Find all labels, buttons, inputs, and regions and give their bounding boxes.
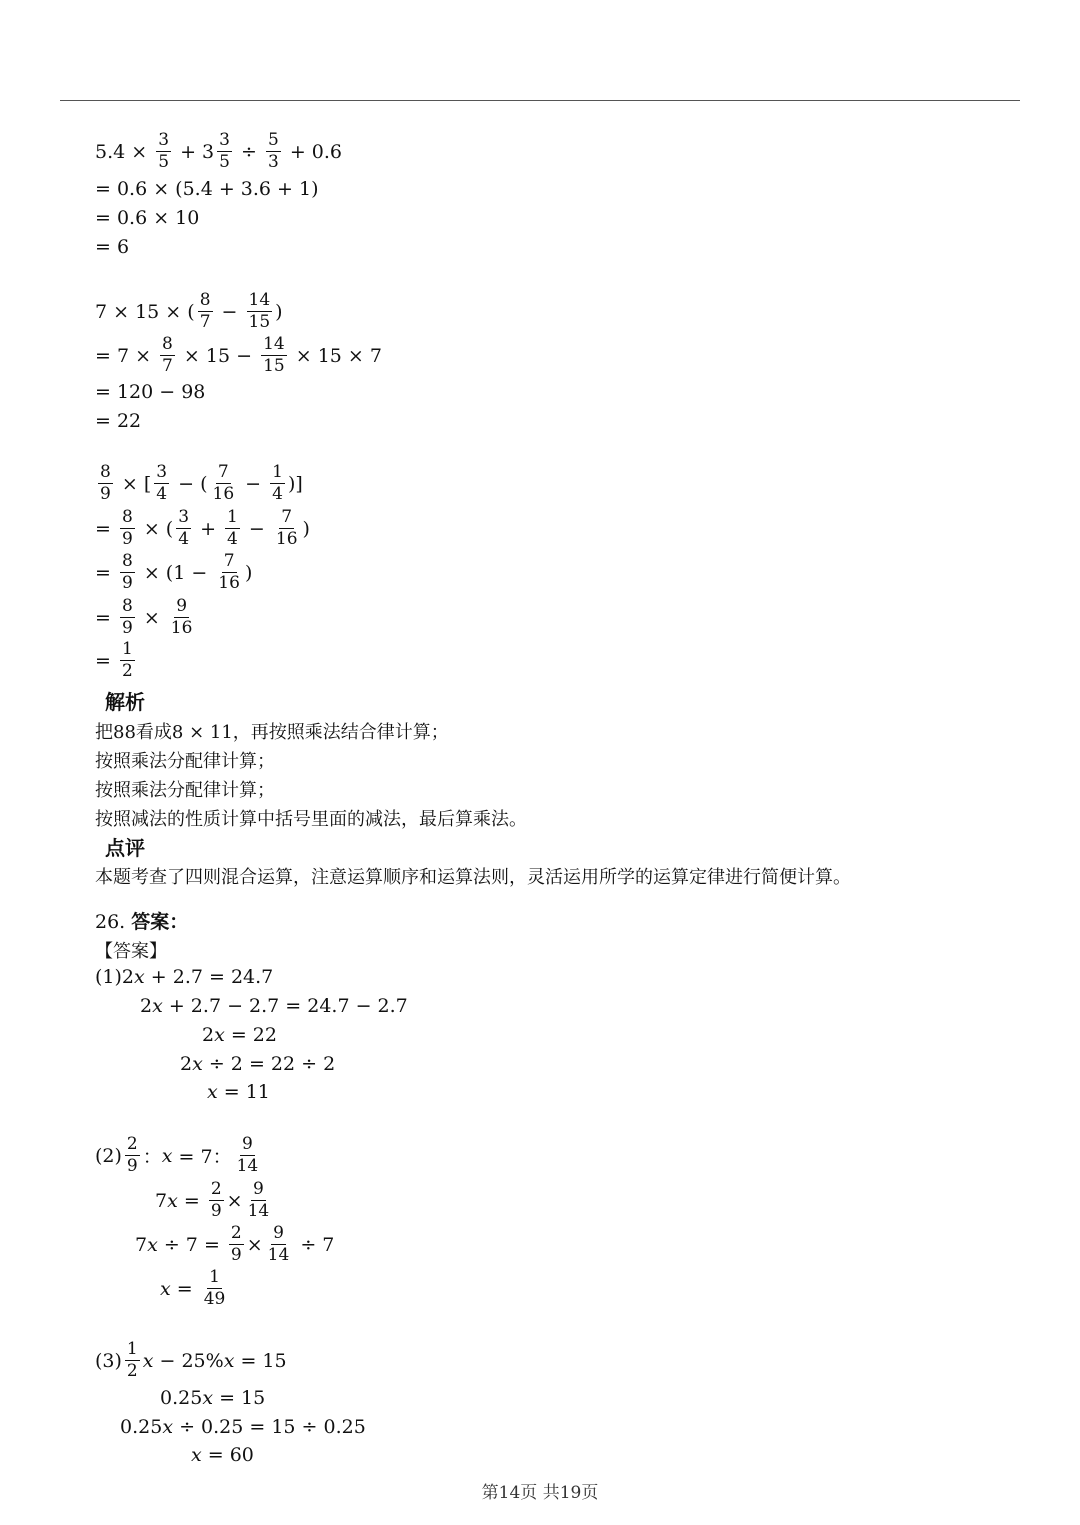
calc1-line1 bbox=[95, 132, 342, 171]
var-x: x bbox=[147, 1233, 158, 1256]
calc2-line3: = 120 − 98 bbox=[95, 381, 206, 403]
eq3-line3 bbox=[120, 1416, 366, 1438]
text: × bbox=[226, 1189, 243, 1212]
fraction: $\frac{3}{5}$ bbox=[219, 130, 230, 172]
fraction: $\frac{1}{4}$ bbox=[227, 507, 238, 549]
text: ) bbox=[275, 300, 283, 323]
fraction: $\frac{3}{4}$ bbox=[156, 462, 168, 504]
text: ÷ bbox=[234, 140, 263, 163]
text: = 7： bbox=[172, 1146, 232, 1168]
review-heading: 点评 bbox=[105, 836, 145, 860]
text: 0.25 bbox=[160, 1387, 203, 1409]
calc1-line2: = 0.6 × (5.4 + 3.6 + 1) bbox=[95, 178, 319, 200]
eq2-line2 bbox=[155, 1181, 274, 1220]
fraction: $\frac{5}{3}$ bbox=[267, 130, 279, 172]
text: ) bbox=[302, 517, 310, 540]
question-number bbox=[95, 907, 188, 934]
fraction: $\frac{2}{9}$ bbox=[210, 1179, 222, 1221]
var-x: x bbox=[167, 1189, 178, 1212]
fraction: $\frac{8}{9}$ bbox=[100, 462, 111, 504]
text: − 25% bbox=[153, 1349, 224, 1372]
fraction: $\frac{14}{15}$ bbox=[263, 334, 285, 376]
eq3-line1 bbox=[95, 1341, 287, 1380]
fraction: $\frac{3}{5}$ bbox=[158, 130, 170, 172]
text: = 15 bbox=[213, 1387, 266, 1409]
fraction: $\frac{1}{4}$ bbox=[272, 462, 283, 504]
text: × [ bbox=[115, 472, 152, 495]
calc3-line5 bbox=[95, 641, 138, 680]
var-x: x bbox=[162, 1416, 174, 1438]
var-x: x bbox=[142, 1349, 154, 1372]
text: × bbox=[246, 1233, 263, 1256]
text: = bbox=[95, 606, 117, 629]
var-x: x bbox=[152, 995, 163, 1017]
var-x: x bbox=[214, 1024, 225, 1046]
fraction: $\frac{8}{7}$ bbox=[162, 334, 173, 376]
text: 0.25 bbox=[120, 1416, 163, 1438]
var-x: x bbox=[207, 1081, 218, 1103]
fraction: $\frac{8}{7}$ bbox=[199, 290, 211, 332]
text: + 3 bbox=[174, 140, 215, 163]
text: = 11 bbox=[217, 1081, 270, 1103]
text: + 2.7 = 24.7 bbox=[144, 966, 274, 988]
text: − bbox=[215, 300, 244, 323]
text: + 0.6 bbox=[283, 140, 343, 163]
text: × ( bbox=[137, 517, 174, 540]
var-x: x bbox=[160, 1277, 171, 1300]
text: = bbox=[95, 649, 117, 672]
fraction: $\frac{8}{9}$ bbox=[121, 596, 133, 638]
fraction: $\frac{1}{2}$ bbox=[126, 1339, 138, 1381]
fraction: $\frac{7}{16}$ bbox=[212, 462, 235, 504]
text: − bbox=[239, 472, 268, 495]
q-number: 26. bbox=[95, 911, 126, 933]
review-p1: 本题考查了四则混合运算，注意运算顺序和运算法则，灵活运用所学的运算定律进行简便计算。 bbox=[95, 867, 851, 888]
text: ÷ 2 = 22 ÷ 2 bbox=[202, 1053, 336, 1075]
fraction: $\frac{14}{15}$ bbox=[248, 290, 271, 332]
analysis-p4: 按照减法的性质计算中括号里面的减法，最后算乘法。 bbox=[95, 809, 527, 830]
text: 7 bbox=[155, 1189, 168, 1212]
text: × bbox=[137, 606, 166, 629]
eq1-line5 bbox=[207, 1081, 270, 1103]
fraction: $\frac{8}{9}$ bbox=[121, 551, 133, 593]
fraction: $\frac{8}{9}$ bbox=[121, 507, 133, 549]
fraction: $\frac{3}{4}$ bbox=[178, 507, 190, 549]
text: 7 × 15 × ( bbox=[95, 300, 195, 323]
calc1-line3: = 0.6 × 10 bbox=[95, 207, 200, 229]
text: 5.4 × bbox=[95, 140, 154, 163]
eq1-line2 bbox=[140, 995, 408, 1017]
text: + 2.7 − 2.7 = 24.7 − 2.7 bbox=[162, 995, 408, 1017]
fraction: $\frac{1}{49}$ bbox=[203, 1267, 226, 1309]
text: = 7 × bbox=[95, 344, 158, 367]
eq3-line4 bbox=[191, 1444, 254, 1466]
fraction: $\frac{9}{14}$ bbox=[236, 1134, 259, 1176]
fraction: $\frac{9}{14}$ bbox=[267, 1223, 290, 1265]
text: 7 bbox=[135, 1233, 148, 1256]
text: = bbox=[95, 517, 117, 540]
calc3-line3 bbox=[95, 553, 252, 592]
fraction: $\frac{2}{9}$ bbox=[230, 1223, 242, 1265]
text: × 15 − bbox=[177, 344, 259, 367]
fraction: $\frac{9}{16}$ bbox=[170, 596, 193, 638]
fraction: $\frac{7}{16}$ bbox=[275, 507, 298, 549]
text: 2 bbox=[140, 995, 153, 1017]
text: ÷ 7 = bbox=[157, 1233, 226, 1256]
var-x: x bbox=[202, 1387, 214, 1409]
text: ÷ 0.25 = 15 ÷ 0.25 bbox=[173, 1416, 366, 1438]
answer-label: 答案： bbox=[131, 911, 189, 933]
eq1-line3 bbox=[202, 1024, 277, 1046]
calc3-line1 bbox=[95, 464, 303, 503]
calc3-line2 bbox=[95, 509, 310, 548]
fraction: $\frac{1}{2}$ bbox=[121, 639, 133, 681]
analysis-p3: 按照乘法分配律计算； bbox=[95, 780, 275, 801]
text: = bbox=[95, 561, 117, 584]
header-rule bbox=[60, 100, 1020, 101]
fraction: $\frac{2}{9}$ bbox=[126, 1134, 138, 1176]
text: (3) bbox=[95, 1349, 122, 1372]
calc2-line1 bbox=[95, 292, 283, 331]
text: ) bbox=[244, 561, 253, 584]
text: = bbox=[177, 1189, 206, 1212]
text: × 15 × 7 bbox=[289, 344, 382, 367]
calc1-line4: = 6 bbox=[95, 236, 130, 258]
text: + bbox=[194, 517, 223, 540]
text: (1)2 bbox=[95, 966, 135, 988]
text: × (1 − bbox=[137, 561, 214, 584]
calc2-line4: = 22 bbox=[95, 410, 142, 432]
analysis-p2: 按照乘法分配律计算； bbox=[95, 751, 275, 772]
var-x: x bbox=[134, 966, 145, 988]
eq1-line1 bbox=[95, 966, 273, 988]
page-footer: 第14页 共19页 bbox=[481, 1483, 599, 1503]
text: = bbox=[170, 1277, 199, 1300]
var-x: x bbox=[223, 1349, 235, 1372]
calc3-line4 bbox=[95, 598, 197, 637]
text: (2) bbox=[95, 1144, 122, 1167]
text: ÷ 7 bbox=[294, 1233, 335, 1256]
var-x: x bbox=[191, 1444, 202, 1466]
eq1-line4 bbox=[180, 1053, 335, 1075]
text: 2 bbox=[180, 1053, 193, 1075]
text: = 22 bbox=[224, 1024, 277, 1046]
eq2-line1 bbox=[95, 1136, 263, 1175]
text: − ( bbox=[172, 472, 208, 495]
calc2-line2 bbox=[95, 336, 382, 375]
fraction: $\frac{7}{16}$ bbox=[218, 551, 240, 593]
var-x: x bbox=[192, 1053, 203, 1075]
text: 2 bbox=[202, 1024, 215, 1046]
text: )] bbox=[287, 472, 303, 495]
answer-bracket: 【答案】 bbox=[95, 941, 167, 962]
text: = 60 bbox=[201, 1444, 254, 1466]
eq3-line2 bbox=[160, 1387, 265, 1409]
fraction: $\frac{9}{14}$ bbox=[247, 1179, 270, 1221]
eq2-line3 bbox=[135, 1225, 334, 1264]
analysis-heading: 解析 bbox=[105, 690, 145, 714]
eq2-line4 bbox=[160, 1269, 230, 1308]
analysis-p1: 把88看成8 × 11，再按照乘法结合律计算； bbox=[95, 722, 449, 743]
text: = 15 bbox=[234, 1349, 287, 1372]
text: ： bbox=[142, 1146, 162, 1168]
var-x: x bbox=[161, 1144, 173, 1167]
text: − bbox=[242, 517, 271, 540]
